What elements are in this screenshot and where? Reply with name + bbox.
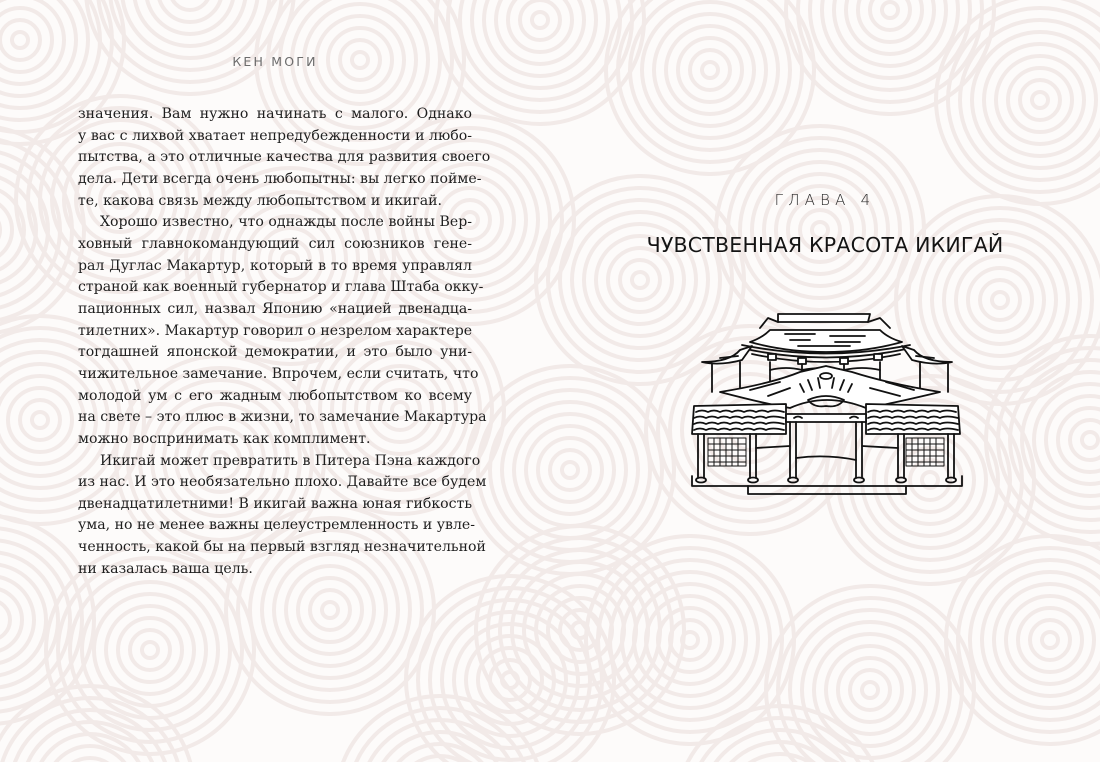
text-line: ченность, какой бы на первый взгляд незначительной <box>78 539 486 556</box>
text-line: на свете – это плюс в жизни, то замечание Макартура <box>78 409 487 426</box>
text-line: тилетних». Макартур говорил о незрелом характере <box>78 322 473 339</box>
text-line: из нас. И это необязательно плохо. Давайте все будем <box>78 474 487 491</box>
right-page <box>550 0 1100 762</box>
text-line: Икигай может превратить в Питера Пэна каждого <box>100 452 481 469</box>
paragraph-3 <box>78 451 487 581</box>
text-line: молодой ум с его жадным любопытством ко всему <box>78 387 472 404</box>
text-line: двенадцатилетними! В икигай важна юная гибкость <box>78 495 472 512</box>
text-line: Хорошо известно, что однажды после войны Вер- <box>100 214 472 231</box>
text-line: у вас с лихвой хватает непредубежденности и любо- <box>78 127 472 144</box>
chapter-title: ЧУВСТВЕННАЯ КРАСОТА ИКИГАЙ <box>646 233 1004 257</box>
running-head-author: КЕН МОГИ <box>232 54 318 69</box>
text-line: ума, но не менее важны целеустремленность и увле- <box>78 517 476 534</box>
text-line: пытства, а это отличные качества для развития своего <box>78 149 491 166</box>
text-line: пационных сил, назвал Японию «нацией двенадца- <box>78 300 472 317</box>
text-line: страной как военный губернатор и глава Штаба окку- <box>78 279 484 296</box>
text-line: рал Дуглас Макартур, который в то время управлял <box>78 257 472 274</box>
text-line: те, какова связь между любопытством и икигай. <box>78 192 442 209</box>
text-line: чижительное замечание. Впрочем, если считать, что <box>78 365 479 382</box>
text-line: тогдашней японской демократии, и это было уни- <box>78 344 472 361</box>
body-text <box>78 104 491 580</box>
temple-gate-illustration <box>690 300 970 500</box>
chapter-label: ГЛАВА 4 <box>774 191 876 209</box>
text-line: можно воспринимать как комплимент. <box>78 430 371 447</box>
paragraph-2 <box>78 212 487 450</box>
text-line: ни казалась ваша цель. <box>78 560 253 577</box>
paragraph-1 <box>78 104 491 212</box>
text-line: дела. Дети всегда очень любопытны: вы легко пойме- <box>78 170 482 187</box>
text-line: значения. Вам нужно начинать с малого. Однако <box>78 106 472 122</box>
text-line: ховный главнокомандующий сил союзников гене- <box>78 235 472 252</box>
